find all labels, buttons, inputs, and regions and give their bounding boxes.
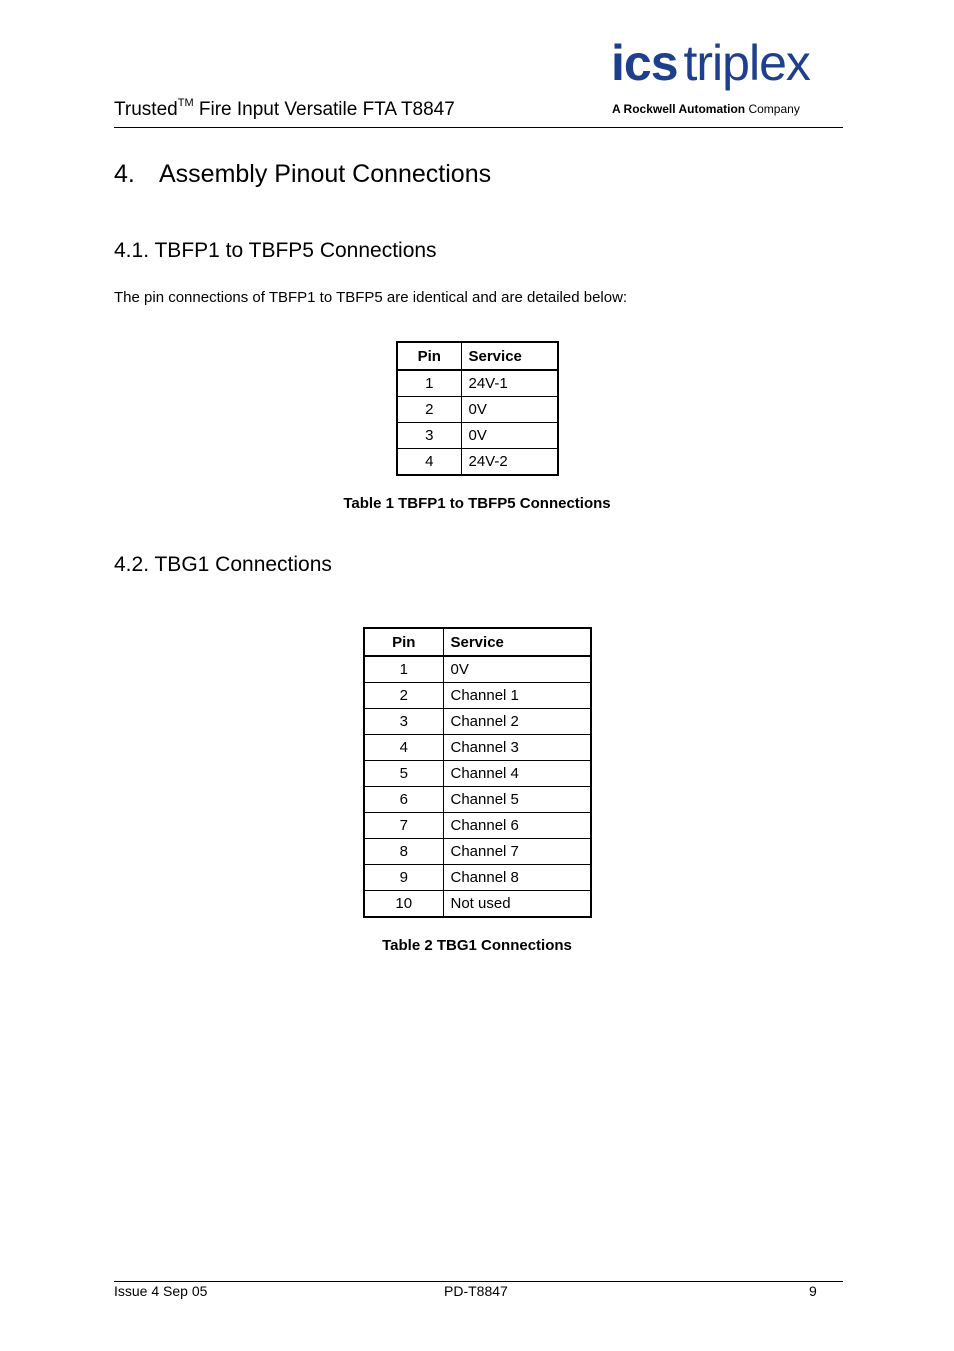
document-title: [114, 96, 455, 121]
table-row: [364, 709, 591, 735]
service-cell: Channel 3: [443, 735, 591, 761]
table-row: [364, 865, 591, 891]
tbfp-connections-table: [396, 341, 559, 476]
pin-cell: 4: [397, 449, 461, 476]
pin-cell: 2: [397, 397, 461, 423]
company-logo: [611, 35, 810, 91]
pin-cell: 5: [364, 761, 443, 787]
pin-cell: 1: [397, 370, 461, 397]
table-row: [397, 397, 558, 423]
table-row: [364, 683, 591, 709]
table-row: [364, 813, 591, 839]
table-row: [364, 656, 591, 683]
table-row: [397, 423, 558, 449]
service-cell: Channel 5: [443, 787, 591, 813]
service-cell: Channel 8: [443, 865, 591, 891]
service-cell: 0V: [461, 397, 558, 423]
service-cell: 0V: [461, 423, 558, 449]
pin-cell: 9: [364, 865, 443, 891]
subsection-heading-tbfp: 4.1. TBFP1 to TBFP5 Connections: [114, 239, 437, 262]
table-row: [397, 370, 558, 397]
logo-tagline: [612, 102, 800, 116]
pin-cell: 10: [364, 891, 443, 918]
section-number: 4.: [114, 160, 135, 188]
column-header-pin: Pin: [364, 628, 443, 656]
service-cell: Channel 6: [443, 813, 591, 839]
service-cell: 0V: [443, 656, 591, 683]
service-cell: 24V-2: [461, 449, 558, 476]
column-header-service: Service: [443, 628, 591, 656]
service-cell: Channel 7: [443, 839, 591, 865]
table-row: [364, 761, 591, 787]
table-row: [364, 839, 591, 865]
logo-tagline-main: A Rockwell Automation: [612, 102, 746, 116]
pin-cell: 6: [364, 787, 443, 813]
pin-cell: 4: [364, 735, 443, 761]
service-cell: Channel 2: [443, 709, 591, 735]
logo-ics-text: ics: [611, 35, 678, 91]
table-row: [397, 449, 558, 476]
table-row: [364, 891, 591, 918]
intro-paragraph: The pin connections of TBFP1 to TBFP5 are identical and are detailed below:: [114, 289, 628, 306]
section-title: Assembly Pinout Connections: [159, 160, 492, 188]
title-rest: Fire Input Versatile FTA T8847: [193, 99, 455, 120]
footer-rule: [114, 1281, 843, 1282]
footer-doc-id: PD-T8847: [444, 1283, 508, 1299]
trademark-superscript: TM: [177, 96, 194, 109]
service-cell: 24V-1: [461, 370, 558, 397]
footer-page-number: 9: [809, 1283, 817, 1299]
pin-cell: 3: [364, 709, 443, 735]
service-cell: Channel 4: [443, 761, 591, 787]
section-heading: [114, 160, 491, 189]
logo-tagline-company: Company: [748, 102, 800, 116]
table-header-row: [364, 628, 591, 656]
table-row: [364, 735, 591, 761]
service-cell: Channel 1: [443, 683, 591, 709]
table-caption-1: Table 1 TBFP1 to TBFP5 Connections: [343, 495, 611, 512]
pin-cell: 1: [364, 656, 443, 683]
pin-cell: 2: [364, 683, 443, 709]
table-header-row: [397, 342, 558, 370]
title-prefix: Trusted: [114, 99, 178, 120]
column-header-service: Service: [461, 342, 558, 370]
table-caption-2: Table 2 TBG1 Connections: [382, 937, 572, 954]
column-header-pin: Pin: [397, 342, 461, 370]
tbg1-connections-table: [363, 627, 592, 918]
table-row: [364, 787, 591, 813]
subsection-heading-tbg1: 4.2. TBG1 Connections: [114, 553, 332, 576]
pin-cell: 8: [364, 839, 443, 865]
footer-issue: Issue 4 Sep 05: [114, 1283, 208, 1299]
pin-cell: 3: [397, 423, 461, 449]
service-cell: Not used: [443, 891, 591, 918]
pin-cell: 7: [364, 813, 443, 839]
logo-triplex-text: triplex: [683, 35, 810, 91]
header-rule: [114, 127, 843, 128]
